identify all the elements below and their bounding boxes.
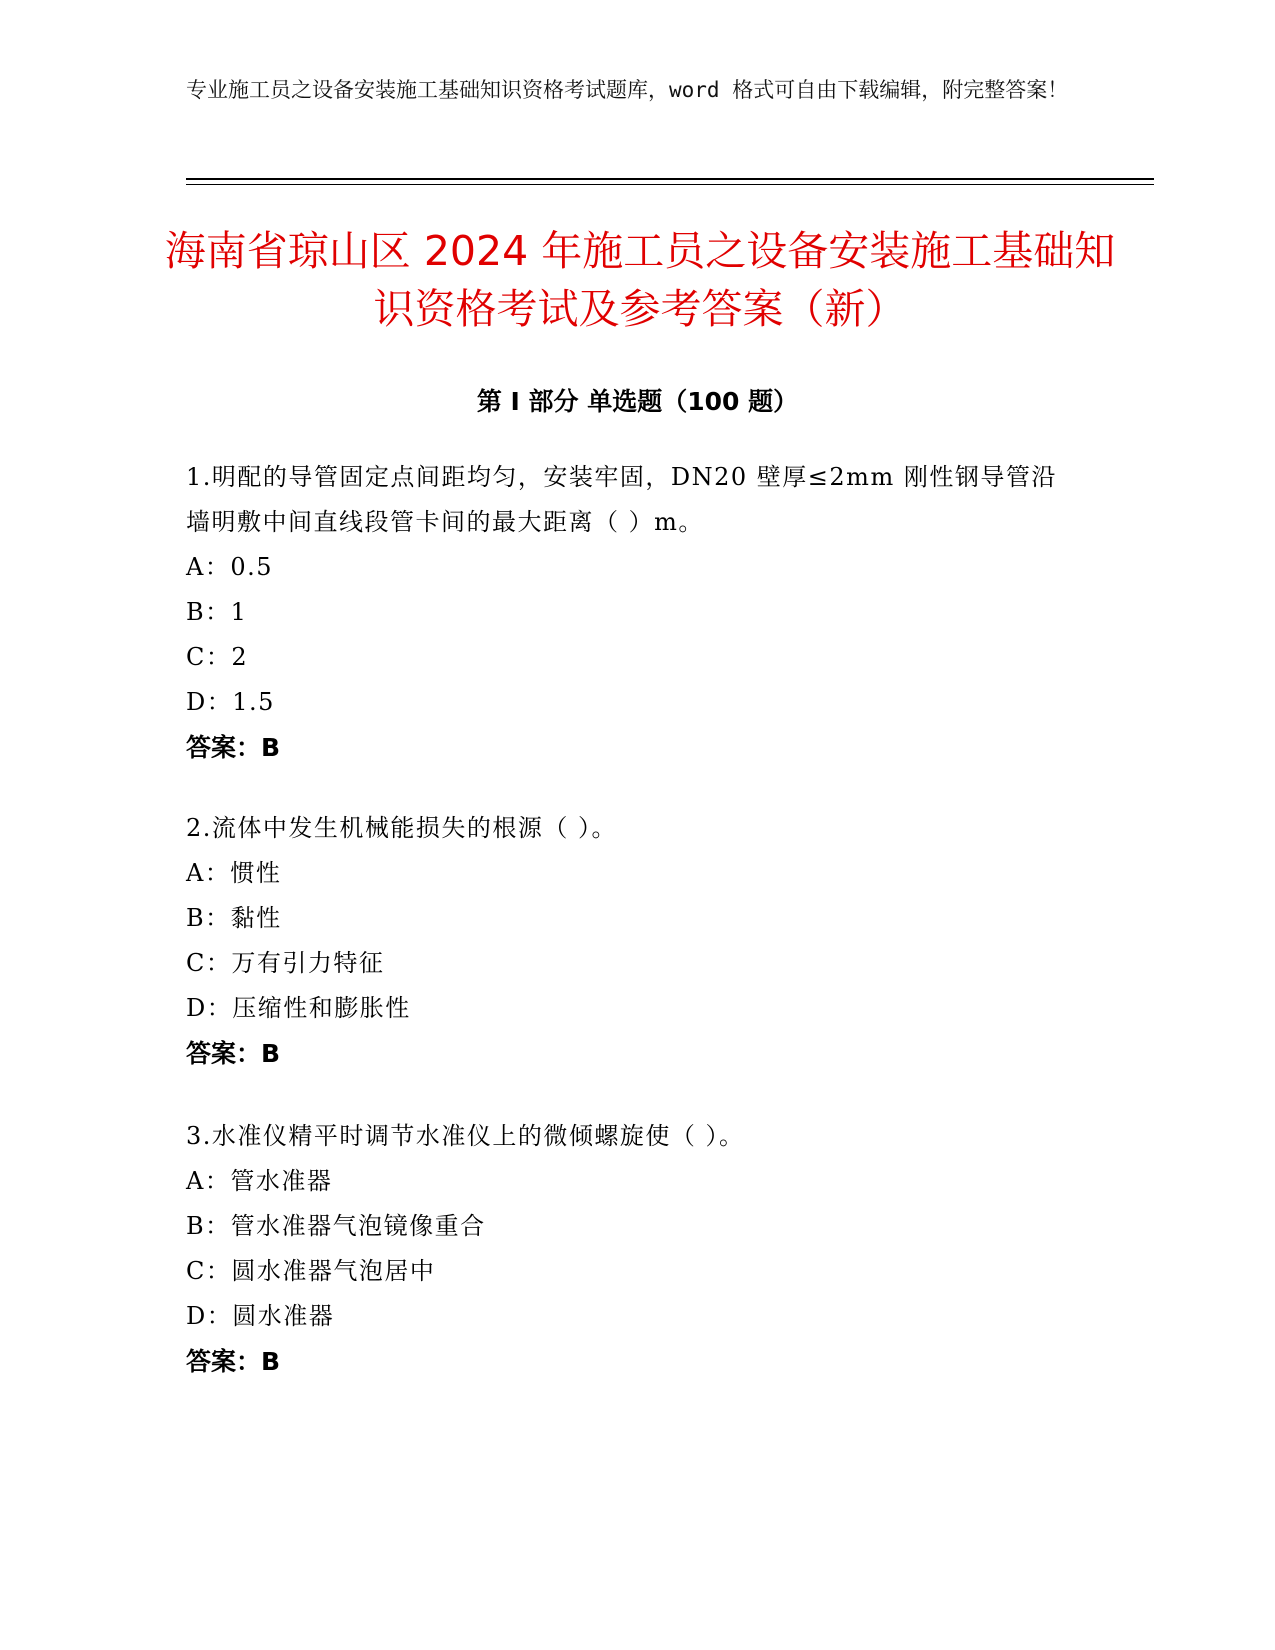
option-a: A：惯性 (186, 859, 282, 887)
option-b: B：黏性 (186, 904, 282, 932)
header-note: 专业施工员之设备安装施工基础知识资格考试题库，word 格式可自由下载编辑，附完整答案！ (186, 78, 1069, 102)
question-2 (186, 806, 1066, 1076)
answer-label: 答案：B (186, 1039, 281, 1068)
question-3 (186, 1114, 1066, 1384)
question-stem: 2.流体中发生机械能损失的根源（ ）。 (186, 814, 618, 842)
answer-label: 答案：B (186, 1347, 281, 1376)
option-d: D：1.5 (186, 688, 275, 716)
option-c: C：圆水准器气泡居中 (186, 1257, 436, 1285)
header-divider-thick (186, 178, 1154, 180)
option-d: D：圆水准器 (186, 1302, 335, 1330)
header-divider-thin (186, 184, 1154, 185)
option-a: A：管水准器 (186, 1167, 333, 1195)
option-b: B：1 (186, 598, 248, 626)
option-c: C：万有引力特征 (186, 949, 385, 977)
option-c: C：2 (186, 643, 249, 671)
option-a: A：0.5 (186, 553, 273, 581)
option-d: D：压缩性和膨胀性 (186, 994, 411, 1022)
question-1 (186, 455, 1066, 770)
question-stem: 3.水准仪精平时调节水准仪上的微倾螺旋使（ ）。 (186, 1122, 745, 1150)
section-title: 第 I 部分 单选题（100 题） (476, 387, 799, 416)
document-title: 海南省琼山区 2024 年施工员之设备安装施工基础知识资格考试及参考答案（新） (164, 227, 1116, 333)
answer-label: 答案：B (186, 733, 281, 762)
question-stem: 1.明配的导管固定点间距均匀，安装牢固，DN20 壁厚≤2mm 刚性钢导管沿墙明敷中间直线段管卡间的最大距离（ ）m。 (186, 463, 1057, 536)
option-b: B：管水准器气泡镜像重合 (186, 1212, 486, 1240)
